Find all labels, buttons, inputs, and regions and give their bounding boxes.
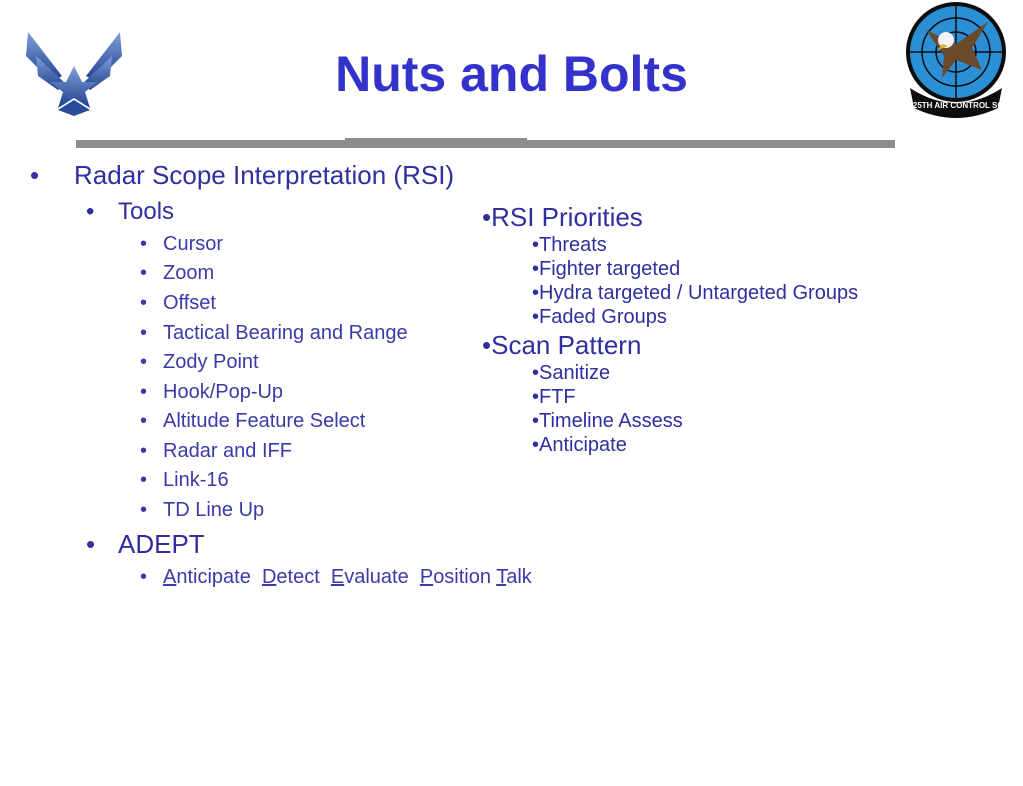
page-title: Nuts and Bolts <box>335 46 688 102</box>
adept-word-p: osition <box>433 566 497 588</box>
bullet-dot: • <box>140 499 148 521</box>
tool-label: Altitude Feature Select <box>163 410 366 432</box>
adept-label: ADEPT <box>118 529 205 559</box>
tool-item <box>140 322 408 345</box>
squadron-patch-logo <box>902 0 1010 122</box>
bullet-dot: • <box>140 322 148 344</box>
bullet-tools <box>86 198 174 226</box>
tool-label: Zody Point <box>163 351 259 373</box>
tool-label: TD Line Up <box>163 499 265 521</box>
tool-label: Zoom <box>163 262 215 284</box>
tool-item <box>140 381 283 404</box>
scan-item: •Anticipate <box>532 434 627 456</box>
adept-word-d: etect <box>276 566 331 588</box>
adept-initial-d: D <box>261 566 277 588</box>
bullet-dot: • <box>140 381 148 403</box>
patch-text: 325TH AIR CONTROL SQ <box>908 101 1004 110</box>
tool-label: Hook/Pop-Up <box>163 381 284 403</box>
adept-initial-t: T <box>496 566 507 588</box>
tool-label: Tactical Bearing and Range <box>163 322 408 344</box>
tool-label: Radar and IFF <box>163 440 292 462</box>
priority-item: •Hydra targeted / Untargeted Groups <box>532 282 859 304</box>
adept-word-e: valuate <box>344 566 420 588</box>
bullet-dot: • <box>140 351 148 373</box>
tool-item <box>140 292 216 315</box>
bullet-dot: • <box>140 233 148 255</box>
rsi-priorities-heading: •RSI Priorities <box>482 202 643 232</box>
tool-item <box>140 410 365 433</box>
priority-item: •Fighter targeted <box>532 258 681 280</box>
bullet-dot: • <box>140 440 148 462</box>
bullet-dot: • <box>140 262 148 284</box>
adept-word-t: alk <box>506 566 532 588</box>
tool-item <box>140 469 229 492</box>
adept-word-a: nticipate <box>176 566 262 588</box>
bullet-dot: • <box>140 566 148 588</box>
scan-item: •FTF <box>532 386 576 408</box>
bullet-adept <box>86 529 205 560</box>
title-divider <box>76 140 895 148</box>
rsi-label: Radar Scope Interpretation (RSI) <box>74 160 455 190</box>
tools-label: Tools <box>118 198 175 225</box>
tool-label: Cursor <box>163 233 224 255</box>
bullet-dot: • <box>86 198 95 225</box>
tool-item <box>140 440 292 463</box>
scan-item: •Timeline Assess <box>532 410 683 432</box>
priority-item: •Threats <box>532 234 607 256</box>
bullet-dot: • <box>140 469 148 491</box>
bullet-dot: • <box>140 292 148 314</box>
adept-acronym-line <box>140 566 532 589</box>
scan-pattern-heading: •Scan Pattern <box>482 330 642 360</box>
adept-initial-a: A <box>163 566 177 588</box>
tool-item <box>140 499 264 522</box>
bullet-rsi <box>30 160 454 191</box>
bullet-dot: • <box>140 410 148 432</box>
tool-item <box>140 262 214 285</box>
priority-item: •Faded Groups <box>532 306 667 328</box>
tool-item <box>140 351 259 374</box>
bullet-dot: • <box>30 160 40 190</box>
tool-label: Offset <box>163 292 216 314</box>
bullet-dot: • <box>86 529 96 559</box>
scan-item: •Sanitize <box>532 362 611 384</box>
tool-label: Link-16 <box>163 469 229 491</box>
tool-item <box>140 233 223 256</box>
title-divider-accent <box>345 138 527 141</box>
adept-initial-p: P <box>419 566 434 588</box>
adept-initial-e: E <box>330 566 345 588</box>
